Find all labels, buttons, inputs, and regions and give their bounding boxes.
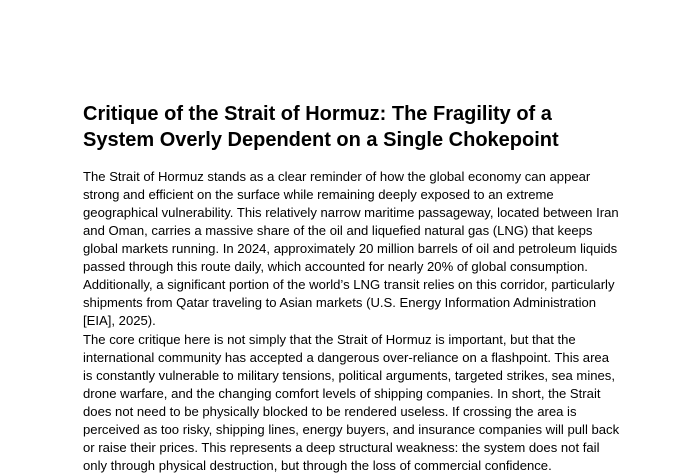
paragraph-line: Additionally, a significant portion of the world’s LNG transit relies on this corridor, particularly (83, 277, 615, 292)
paragraph-line: does not need to be physically blocked to be rendered useless. If crossing the area is (83, 404, 577, 419)
paragraph-line: [EIA], 2025). (83, 313, 156, 328)
paragraph-line: shipments from Qatar traveling to Asian markets (U.S. Energy Information Administration (83, 295, 597, 310)
paragraph-line: global markets running. In 2024, approximately 20 million barrels of oil and petroleum liquids (83, 241, 618, 256)
paragraph-line: only through physical destruction, but through the loss of commercial confidence. (83, 458, 552, 473)
document-title (83, 101, 623, 153)
body-paragraph (83, 331, 623, 475)
paragraph-line: perceived as too risky, shipping lines, energy buyers, and insurance companies will pull back (83, 422, 620, 437)
paragraph-line: drone warfare, and the changing comfort levels of shipping companies. In short, the Strait (83, 386, 601, 401)
paragraph-line: strong and efficient on the surface while remaining deeply exposed to an extreme (83, 187, 554, 202)
paragraph-line: The Strait of Hormuz stands as a clear reminder of how the global economy can appear (83, 169, 591, 184)
paragraph-line: or raise their prices. This represents a deep structural weakness: the system does not fail (83, 440, 600, 455)
title-line: System Overly Dependent on a Single Chokepoint (83, 129, 559, 151)
paragraph-line: passed through this route daily, which accounted for nearly 20% of global consumption. (83, 259, 588, 274)
paragraph-line: and Oman, carries a massive share of the oil and liquefied natural gas (LNG) that keeps (83, 223, 593, 238)
paragraph-line: is constantly vulnerable to military tensions, political arguments, targeted strikes, sea mines, (83, 368, 615, 383)
paragraph-line: geographical vulnerability. This relatively narrow maritime passageway, located between Iran (83, 205, 619, 220)
paragraph-line: international community has accepted a dangerous over-reliance on a flashpoint. This area (83, 350, 610, 365)
title-line: Critique of the Strait of Hormuz: The Fragility of a (83, 103, 552, 125)
body-paragraph (83, 168, 623, 330)
paragraph-line: The core critique here is not simply that the Strait of Hormuz is important, but that the (83, 332, 576, 347)
